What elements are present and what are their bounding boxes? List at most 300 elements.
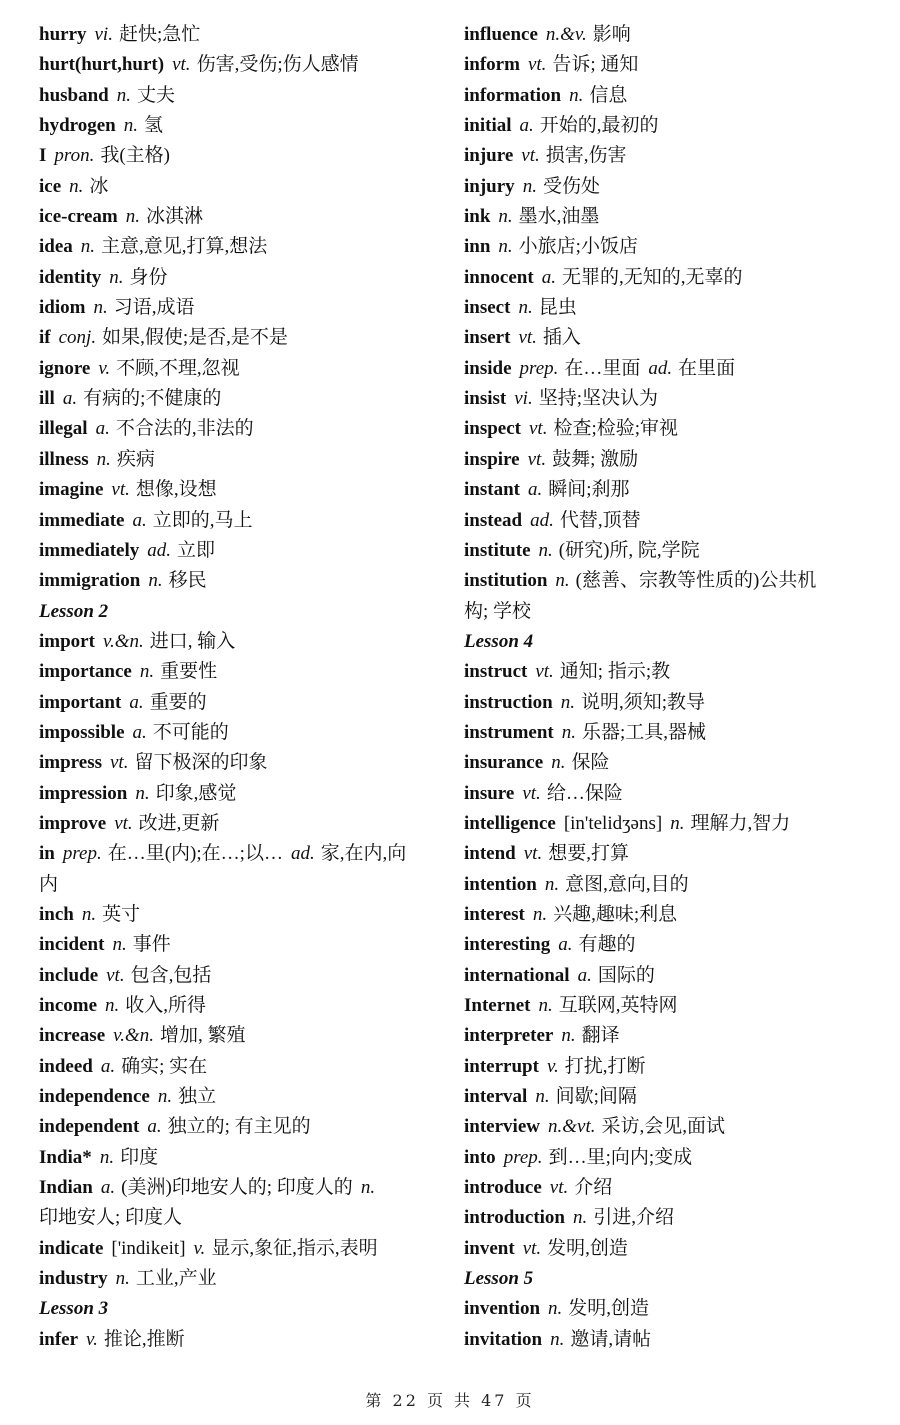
entry-definition: 氢 bbox=[143, 115, 163, 137]
entry-definition: 发明,创造 bbox=[547, 1237, 628, 1259]
entry-pos: a. bbox=[147, 1116, 162, 1138]
entry-definition: 主意,意见,打算,想法 bbox=[101, 236, 268, 258]
entry-pos: vt. bbox=[109, 752, 129, 774]
vocab-entry bbox=[464, 748, 884, 778]
entry-pos: a. bbox=[129, 691, 144, 713]
entry-pos: a. bbox=[519, 115, 534, 137]
vocab-entry bbox=[39, 414, 459, 444]
entry-pos: vt. bbox=[521, 145, 540, 167]
entry-pos: v. bbox=[546, 1055, 559, 1077]
entry-word: intend bbox=[464, 843, 516, 865]
entry-pos: prep. bbox=[62, 843, 102, 865]
entry-pos: a. bbox=[100, 1177, 116, 1199]
vocab-entry bbox=[464, 1203, 884, 1233]
vocab-entry bbox=[464, 688, 884, 718]
entry-word: impression bbox=[39, 782, 128, 804]
entry-definition: 意图,意向,目的 bbox=[565, 873, 689, 895]
vocab-entry bbox=[39, 536, 459, 566]
entry-definition: 代替,顶替 bbox=[559, 509, 641, 531]
vocab-entry bbox=[464, 566, 884, 596]
entry-word: introduce bbox=[464, 1177, 542, 1199]
vocab-entry bbox=[39, 566, 459, 596]
entry-word: injury bbox=[464, 175, 515, 197]
entry-definition: 推论,推断 bbox=[103, 1328, 185, 1350]
entry-definition: 采访,会见,面试 bbox=[601, 1116, 725, 1138]
entry-word: interest bbox=[464, 903, 525, 925]
vocab-entry bbox=[464, 779, 884, 809]
vocab-entry bbox=[464, 293, 884, 323]
left-column bbox=[39, 20, 459, 1355]
entry-definition: 理解力,智力 bbox=[690, 812, 791, 834]
entry-pos: ad. bbox=[530, 509, 554, 531]
entry-word: imagine bbox=[39, 479, 104, 501]
vocab-entry bbox=[39, 1082, 459, 1112]
vocab-entry bbox=[39, 900, 459, 930]
entry-pos: vt. bbox=[523, 843, 543, 865]
vocab-entry bbox=[39, 688, 459, 718]
entry-pos: n. bbox=[532, 903, 548, 925]
entry-pos: vt. bbox=[111, 479, 130, 501]
entry-pos: n. bbox=[125, 206, 141, 228]
entry-word: industry bbox=[39, 1268, 108, 1290]
entry-definition: 介绍 bbox=[574, 1177, 613, 1199]
entry-definition: 无罪的,无知的,无辜的 bbox=[561, 266, 743, 288]
vocab-entry bbox=[39, 1143, 459, 1173]
lesson-heading: Lesson 4 bbox=[464, 630, 534, 652]
entry-definition: 独立的; 有主见的 bbox=[167, 1116, 311, 1138]
entry-word: insist bbox=[464, 388, 507, 410]
entry-word: invent bbox=[464, 1237, 515, 1259]
entry-definition: 坚持;坚决认为 bbox=[538, 388, 658, 410]
entry-definition: 我(主格) bbox=[100, 145, 171, 167]
vocab-entry bbox=[39, 445, 459, 475]
vocab-entry bbox=[464, 900, 884, 930]
vocab-entry bbox=[464, 475, 884, 505]
entry-word: inside bbox=[464, 357, 512, 379]
vocab-entry bbox=[464, 232, 884, 262]
entry-pos: prep. bbox=[503, 1146, 543, 1168]
entry-definition: 小旅店;小饭店 bbox=[518, 236, 638, 258]
entry-word: independent bbox=[39, 1116, 140, 1138]
entry-definition: 受伤处 bbox=[542, 175, 600, 197]
entry-pos: n. bbox=[148, 570, 163, 592]
entry-definition: 打扰,打断 bbox=[564, 1055, 646, 1077]
entry-word: interrupt bbox=[464, 1055, 539, 1077]
entry-definition: 收入,所得 bbox=[125, 995, 207, 1016]
entry-definition: 墨水,油墨 bbox=[518, 206, 600, 228]
entry-definition: 信息 bbox=[589, 84, 628, 106]
entry-word: ice-cream bbox=[39, 206, 118, 228]
entry-pos: v. bbox=[86, 1328, 98, 1350]
entry-definition: 不合法的,非法的 bbox=[115, 418, 254, 440]
entry-word: ink bbox=[464, 206, 491, 228]
entry-word: instruct bbox=[464, 661, 528, 683]
entry-definition: 事件 bbox=[132, 934, 171, 956]
entry-phonetic: ['indikeit] bbox=[111, 1237, 186, 1259]
vocab-entry bbox=[39, 748, 459, 778]
entry-word: ill bbox=[39, 388, 55, 410]
entry-pos: ad. bbox=[147, 539, 172, 561]
vocab-entry bbox=[39, 930, 459, 960]
entry-word: income bbox=[39, 995, 98, 1016]
entry-word: indeed bbox=[39, 1055, 93, 1077]
vocab-entry bbox=[39, 1112, 459, 1142]
entry-pos: n. bbox=[116, 84, 131, 106]
entry-pos: n. bbox=[123, 115, 138, 137]
vocab-entry bbox=[464, 202, 884, 232]
entry-definition: 到…里;向内;变成 bbox=[548, 1146, 693, 1168]
entry-pos: n. bbox=[81, 903, 97, 925]
entry-word: Internet bbox=[464, 995, 531, 1016]
entry-definition: 损害,伤害 bbox=[545, 145, 627, 167]
entry-definition: 影响 bbox=[592, 24, 631, 45]
entry-word: intention bbox=[464, 873, 537, 895]
vocab-entry bbox=[39, 961, 459, 991]
entry-pos: vt. bbox=[527, 54, 547, 76]
vocab-entry bbox=[464, 354, 884, 384]
entry-pos: a. bbox=[541, 266, 556, 288]
vocab-entry bbox=[39, 384, 459, 414]
entry-pos: vt. bbox=[529, 418, 548, 440]
vocab-entry bbox=[39, 718, 459, 748]
entry-word: international bbox=[464, 964, 570, 986]
vocab-entry bbox=[39, 1052, 459, 1082]
entry-definition: 丈夫 bbox=[136, 84, 175, 106]
vocab-entry bbox=[39, 991, 459, 1021]
entry-pos-secondary: n. bbox=[360, 1177, 376, 1199]
vocab-entry bbox=[464, 445, 884, 475]
entry-word: impossible bbox=[39, 721, 125, 743]
entry-pos-secondary: ad. bbox=[648, 357, 673, 379]
vocab-entry bbox=[464, 263, 884, 293]
entry-pos: a. bbox=[577, 964, 592, 986]
vocab-entry bbox=[39, 354, 459, 384]
entry-word: insurance bbox=[464, 752, 544, 774]
entry-word: into bbox=[464, 1146, 496, 1168]
entry-word: immediate bbox=[39, 509, 125, 531]
entry-word: Indian bbox=[39, 1177, 93, 1199]
entry-word: initial bbox=[464, 115, 512, 137]
vocab-entry bbox=[39, 323, 459, 353]
entry-definition-secondary: 在里面 bbox=[678, 357, 736, 379]
entry-definition: (美洲)印地安人的; 印度人的 bbox=[121, 1177, 353, 1199]
entry-word: injure bbox=[464, 145, 514, 167]
entry-word: ignore bbox=[39, 357, 91, 379]
entry-pos: n. bbox=[518, 297, 533, 319]
entry-word: inn bbox=[464, 236, 491, 258]
entry-word: idea bbox=[39, 236, 73, 258]
entry-pos: n. bbox=[551, 752, 566, 774]
entry-definition: 立即的,马上 bbox=[152, 509, 253, 531]
entry-pos: n. bbox=[544, 873, 560, 895]
entry-word: insect bbox=[464, 297, 511, 319]
entry-word: information bbox=[464, 84, 562, 106]
vocab-entry bbox=[464, 1021, 884, 1051]
entry-definition: 告诉; 通知 bbox=[552, 54, 639, 76]
vocab-entry bbox=[464, 81, 884, 111]
entry-pos: vt. bbox=[522, 782, 541, 804]
entry-word: intelligence bbox=[464, 812, 556, 834]
entry-word: independence bbox=[39, 1086, 150, 1108]
vocab-entry bbox=[39, 627, 459, 657]
entry-word: hydrogen bbox=[39, 115, 116, 137]
entry-definition: 有病的;不健康的 bbox=[83, 388, 222, 410]
vocab-entry bbox=[39, 81, 459, 111]
entry-pos: vt. bbox=[535, 661, 554, 683]
entry-pos: prep. bbox=[519, 357, 559, 379]
entry-pos: n. bbox=[535, 1086, 550, 1108]
entry-definition: 在…里(内);在…;以… bbox=[107, 843, 283, 865]
entry-definition: 重要性 bbox=[160, 661, 218, 683]
entry-pos: n. bbox=[109, 266, 124, 288]
lesson-heading: Lesson 3 bbox=[39, 1298, 109, 1320]
vocab-entry bbox=[39, 111, 459, 141]
entry-definition: 瞬间;刹那 bbox=[548, 479, 630, 501]
entry-phonetic: [in'telidʒəns] bbox=[563, 812, 663, 834]
entry-pos: n. bbox=[569, 84, 584, 106]
entry-word: institution bbox=[464, 570, 548, 592]
entry-definition: 疾病 bbox=[116, 448, 155, 470]
entry-word: instead bbox=[464, 509, 523, 531]
entry-word: instrument bbox=[464, 721, 554, 743]
vocab-entry bbox=[39, 232, 459, 262]
entry-word: illegal bbox=[39, 418, 88, 440]
entry-pos: vt. bbox=[106, 964, 125, 986]
entry-definition: 赶快;急忙 bbox=[118, 24, 201, 45]
right-column bbox=[464, 20, 884, 1355]
entry-word: inch bbox=[39, 903, 74, 925]
entry-definition: 英寸 bbox=[102, 903, 141, 925]
entry-definition: 引进,介绍 bbox=[593, 1207, 675, 1229]
vocab-entry bbox=[464, 20, 884, 50]
vocab-entry bbox=[39, 293, 459, 323]
vocab-entry bbox=[464, 384, 884, 414]
entry-pos: n. bbox=[157, 1086, 173, 1108]
entry-definition: 通知; 指示;教 bbox=[559, 661, 671, 683]
entry-pos: v.&n. bbox=[102, 630, 144, 652]
entry-definition: 改进,更新 bbox=[138, 812, 220, 834]
entry-pos: vt. bbox=[114, 812, 133, 834]
vocab-entry bbox=[464, 870, 884, 900]
entry-pos: a. bbox=[558, 934, 573, 956]
entry-pos: n. bbox=[670, 812, 685, 834]
vocab-entry bbox=[39, 263, 459, 293]
entry-pos: vt. bbox=[172, 54, 191, 76]
entry-definition: 进口, 输入 bbox=[149, 630, 236, 652]
entry-pos: n. bbox=[115, 1268, 130, 1290]
entry-pos: n. bbox=[561, 721, 576, 743]
entry-definition: 冰淇淋 bbox=[146, 206, 204, 228]
entry-definition: 兴趣,趣味;利息 bbox=[553, 903, 678, 925]
entry-definition: 间歇;间隔 bbox=[555, 1086, 637, 1108]
entry-definition: 包含,包括 bbox=[130, 964, 212, 986]
entry-definition: 鼓舞; 激励 bbox=[552, 448, 639, 470]
vocab-entry bbox=[464, 141, 884, 171]
entry-pos-secondary: ad. bbox=[290, 843, 315, 865]
vocab-entry bbox=[39, 1325, 459, 1355]
entry-pos: n. bbox=[93, 297, 108, 319]
vocab-entry bbox=[464, 930, 884, 960]
entry-definition: 保险 bbox=[571, 752, 610, 774]
lesson-heading: Lesson 2 bbox=[39, 600, 109, 622]
entry-pos: vi. bbox=[514, 388, 533, 410]
entry-word: interpreter bbox=[464, 1025, 554, 1047]
entry-definition: 邀请,请帖 bbox=[570, 1328, 652, 1350]
entry-word: immediately bbox=[39, 539, 140, 561]
entry-pos: n. bbox=[105, 995, 120, 1016]
entry-pos: v. bbox=[193, 1237, 206, 1259]
vocab-entry bbox=[39, 475, 459, 505]
entry-definition: 发明,创造 bbox=[568, 1298, 650, 1320]
entry-definition: 想要,打算 bbox=[548, 843, 629, 865]
entry-pos: n. bbox=[561, 1025, 576, 1047]
vocab-entry bbox=[464, 50, 884, 80]
entry-word: include bbox=[39, 964, 99, 986]
entry-definition: 习语,成语 bbox=[113, 297, 195, 319]
vocab-entry bbox=[39, 20, 459, 50]
vocab-entry bbox=[464, 111, 884, 141]
entry-definition: 给…保险 bbox=[546, 782, 623, 804]
entry-definition: 立即 bbox=[177, 539, 216, 561]
entry-word: inspect bbox=[464, 418, 521, 440]
entry-pos: vt. bbox=[522, 1237, 542, 1259]
entry-word: increase bbox=[39, 1025, 106, 1047]
entry-word: inspire bbox=[464, 448, 520, 470]
entry-word: identity bbox=[39, 266, 102, 288]
entry-definition: 在…里面 bbox=[564, 357, 641, 379]
entry-word: improve bbox=[39, 812, 107, 834]
vocab-entry bbox=[464, 1173, 884, 1203]
entry-definition: 翻译 bbox=[581, 1025, 620, 1047]
vocab-entry bbox=[39, 202, 459, 232]
entry-word: inform bbox=[464, 54, 520, 76]
entry-definition: 说明,须知;教导 bbox=[580, 691, 705, 713]
entry-pos: a. bbox=[527, 479, 543, 501]
entry-word: illness bbox=[39, 448, 89, 470]
entry-word: important bbox=[39, 691, 122, 713]
entry-pos: a. bbox=[62, 388, 78, 410]
entry-definition: 有趣的 bbox=[578, 934, 636, 956]
entry-pos: n. bbox=[135, 782, 150, 804]
vocab-entry bbox=[464, 1234, 884, 1264]
entry-word: interval bbox=[464, 1086, 528, 1108]
entry-continuation: 内 bbox=[39, 873, 59, 895]
vocab-entry bbox=[464, 172, 884, 202]
entry-definition: 检查;检验;审视 bbox=[553, 418, 679, 440]
entry-word: instruction bbox=[464, 691, 553, 713]
entry-definition: 移民 bbox=[168, 570, 207, 592]
entry-definition: 身份 bbox=[129, 266, 168, 288]
entry-pos: a. bbox=[95, 418, 110, 440]
entry-definition: 增加, 繁殖 bbox=[159, 1025, 246, 1047]
vocab-entry bbox=[464, 323, 884, 353]
entry-definition: 开始的,最初的 bbox=[539, 115, 659, 137]
entry-definition: 工业,产业 bbox=[135, 1268, 217, 1290]
entry-word: immigration bbox=[39, 570, 141, 592]
entry-word: invention bbox=[464, 1298, 541, 1320]
vocab-entry bbox=[39, 141, 459, 171]
vocab-entry bbox=[39, 1234, 459, 1264]
entry-word: interesting bbox=[464, 934, 551, 956]
lesson-heading: Lesson 5 bbox=[464, 1268, 534, 1290]
entry-definition: 伤害,受伤;伤人感情 bbox=[196, 54, 359, 76]
vocab-entry bbox=[464, 809, 884, 839]
entry-definition: 国际的 bbox=[597, 964, 655, 986]
entry-definition: 重要的 bbox=[149, 691, 207, 713]
entry-pos: n. bbox=[99, 1146, 115, 1168]
entry-definition: 印度 bbox=[120, 1146, 159, 1168]
entry-pos: n. bbox=[548, 1298, 563, 1320]
vocab-entry bbox=[39, 1264, 459, 1294]
entry-definition: 互联网,英特网 bbox=[558, 995, 678, 1016]
vocab-entry bbox=[464, 961, 884, 991]
vocab-entry bbox=[464, 1294, 884, 1324]
entry-pos: pron. bbox=[54, 145, 95, 167]
entry-word: insure bbox=[464, 782, 515, 804]
vocab-entry bbox=[464, 1325, 884, 1355]
entry-pos: n. bbox=[498, 236, 513, 258]
entry-definition: (研究)所, 院,学院 bbox=[558, 539, 700, 561]
vocab-entry bbox=[464, 718, 884, 748]
entry-pos: a. bbox=[132, 721, 147, 743]
entry-definition: 印象,感觉 bbox=[155, 782, 237, 804]
vocab-entry bbox=[464, 536, 884, 566]
vocab-entry bbox=[464, 414, 884, 444]
entry-pos: n. bbox=[80, 236, 96, 258]
vocab-entry bbox=[464, 1052, 884, 1082]
entry-word: if bbox=[39, 327, 51, 349]
entry-word: incident bbox=[39, 934, 105, 956]
entry-word: importance bbox=[39, 661, 132, 683]
entry-pos: a. bbox=[100, 1055, 116, 1077]
entry-pos: n. bbox=[69, 175, 84, 197]
entry-pos: n.&v. bbox=[545, 24, 587, 45]
entry-definition: 插入 bbox=[542, 327, 581, 349]
entry-definition-secondary: 家,在内,向 bbox=[320, 843, 407, 865]
entry-definition: 不顾,不理,忽视 bbox=[116, 357, 240, 379]
entry-pos: conj. bbox=[58, 327, 97, 349]
vocab-entry bbox=[464, 991, 884, 1021]
vocab-entry bbox=[39, 506, 459, 536]
entry-word: in bbox=[39, 843, 55, 865]
vocab-entry bbox=[39, 657, 459, 687]
entry-word: interview bbox=[464, 1116, 540, 1138]
entry-pos: n. bbox=[96, 448, 111, 470]
entry-word: hurry bbox=[39, 24, 87, 45]
entry-pos: n. bbox=[573, 1207, 588, 1229]
vocab-entry bbox=[39, 779, 459, 809]
vocab-entry bbox=[39, 839, 459, 869]
vocab-entry bbox=[464, 1082, 884, 1112]
entry-pos: n. bbox=[538, 539, 553, 561]
entry-pos: n. bbox=[538, 995, 553, 1016]
entry-pos: v. bbox=[98, 357, 111, 379]
entry-pos: n. bbox=[139, 661, 155, 683]
entry-definition: 不可能的 bbox=[152, 721, 229, 743]
entry-word: India* bbox=[39, 1146, 92, 1168]
entry-word: innocent bbox=[464, 266, 534, 288]
entry-word: ice bbox=[39, 175, 62, 197]
entry-word: hurt(hurt,hurt) bbox=[39, 54, 165, 76]
entry-definition: 显示,象征,指示,表明 bbox=[211, 1237, 378, 1259]
entry-continuation: 构; 学校 bbox=[464, 600, 532, 622]
vocab-entry bbox=[39, 1021, 459, 1051]
entry-pos: n. bbox=[112, 934, 127, 956]
entry-word: import bbox=[39, 630, 95, 652]
entry-word: instant bbox=[464, 479, 520, 501]
vocab-entry bbox=[464, 1112, 884, 1142]
entry-pos: a. bbox=[132, 509, 147, 531]
